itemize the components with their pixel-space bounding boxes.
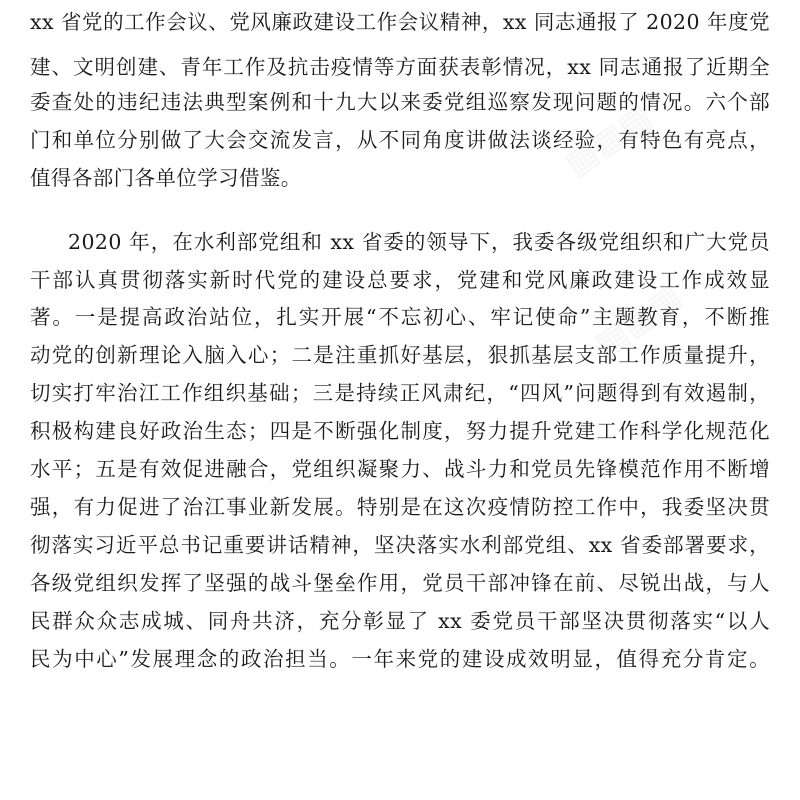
paragraph-2-line-11: 民群众众志成城、同舟共济，充分彰显了 xx 委党员干部坚决贯彻落实“以人	[30, 609, 770, 633]
paragraph-2-line-1: 2020 年，在水利部党组和 xx 省委的领导下，我委各级党组织和广大党员	[68, 230, 770, 254]
paragraph-2-line-2: 干部认真贯彻落实新时代党的建设总要求，党建和党风廉政建设工作成效显	[30, 268, 770, 292]
paragraph-2-line-12: 民为中心”发展理念的政治担当。一年来党的建设成效明显，值得充分肯定。	[30, 647, 770, 671]
paragraph-1-line-2: 建、文明创建、青年工作及抗击疫情等方面获表彰情况，xx 同志通报了近期全	[30, 55, 770, 79]
paragraph-2-line-8: 强，有力促进了治江事业新发展。特别是在这次疫情防控工作中，我委坚决贯	[30, 495, 770, 519]
paragraph-2-line-3: 著。一是提高政治站位，扎实开展“不忘初心、牢记使命”主题教育，不断推	[30, 305, 770, 329]
paragraph-1-line-3: 委查处的违纪违法典型案例和十九大以来委党组巡察发现问题的情况。六个部	[30, 90, 770, 114]
paragraph-1-line-1: xx 省党的工作会议、党风廉政建设工作会议精神，xx 同志通报了 2020 年度党	[30, 10, 770, 34]
paragraph-2-line-7: 水平；五是有效促进融合，党组织凝聚力、战斗力和党员先锋模范作用不断增	[30, 457, 770, 481]
paragraph-1-line-4: 门和单位分别做了大会交流发言，从不同角度讲做法谈经验，有特色有亮点，	[30, 128, 770, 152]
paragraph-2-line-4: 动党的创新理论入脑入心；二是注重抓好基层，狠抓基层支部工作质量提升，	[30, 343, 770, 367]
paragraph-1-line-5: 值得各部门各单位学习借鉴。	[30, 166, 302, 190]
paragraph-2-line-6: 积极构建良好政治生态；四是不断强化制度，努力提升党建工作科学化规范化	[30, 419, 770, 443]
paragraph-2-line-5: 切实打牢治江工作组织基础；三是持续正风肃纪，“四风”问题得到有效遏制，	[30, 381, 770, 405]
paragraph-2-line-9: 彻落实习近平总书记重要讲话精神，坚决落实水利部党组、xx 省委部署要求，	[30, 533, 770, 557]
paragraph-2-line-10: 各级党组织发挥了坚强的战斗堡垒作用，党员干部冲锋在前、尽锐出战，与人	[30, 571, 770, 595]
